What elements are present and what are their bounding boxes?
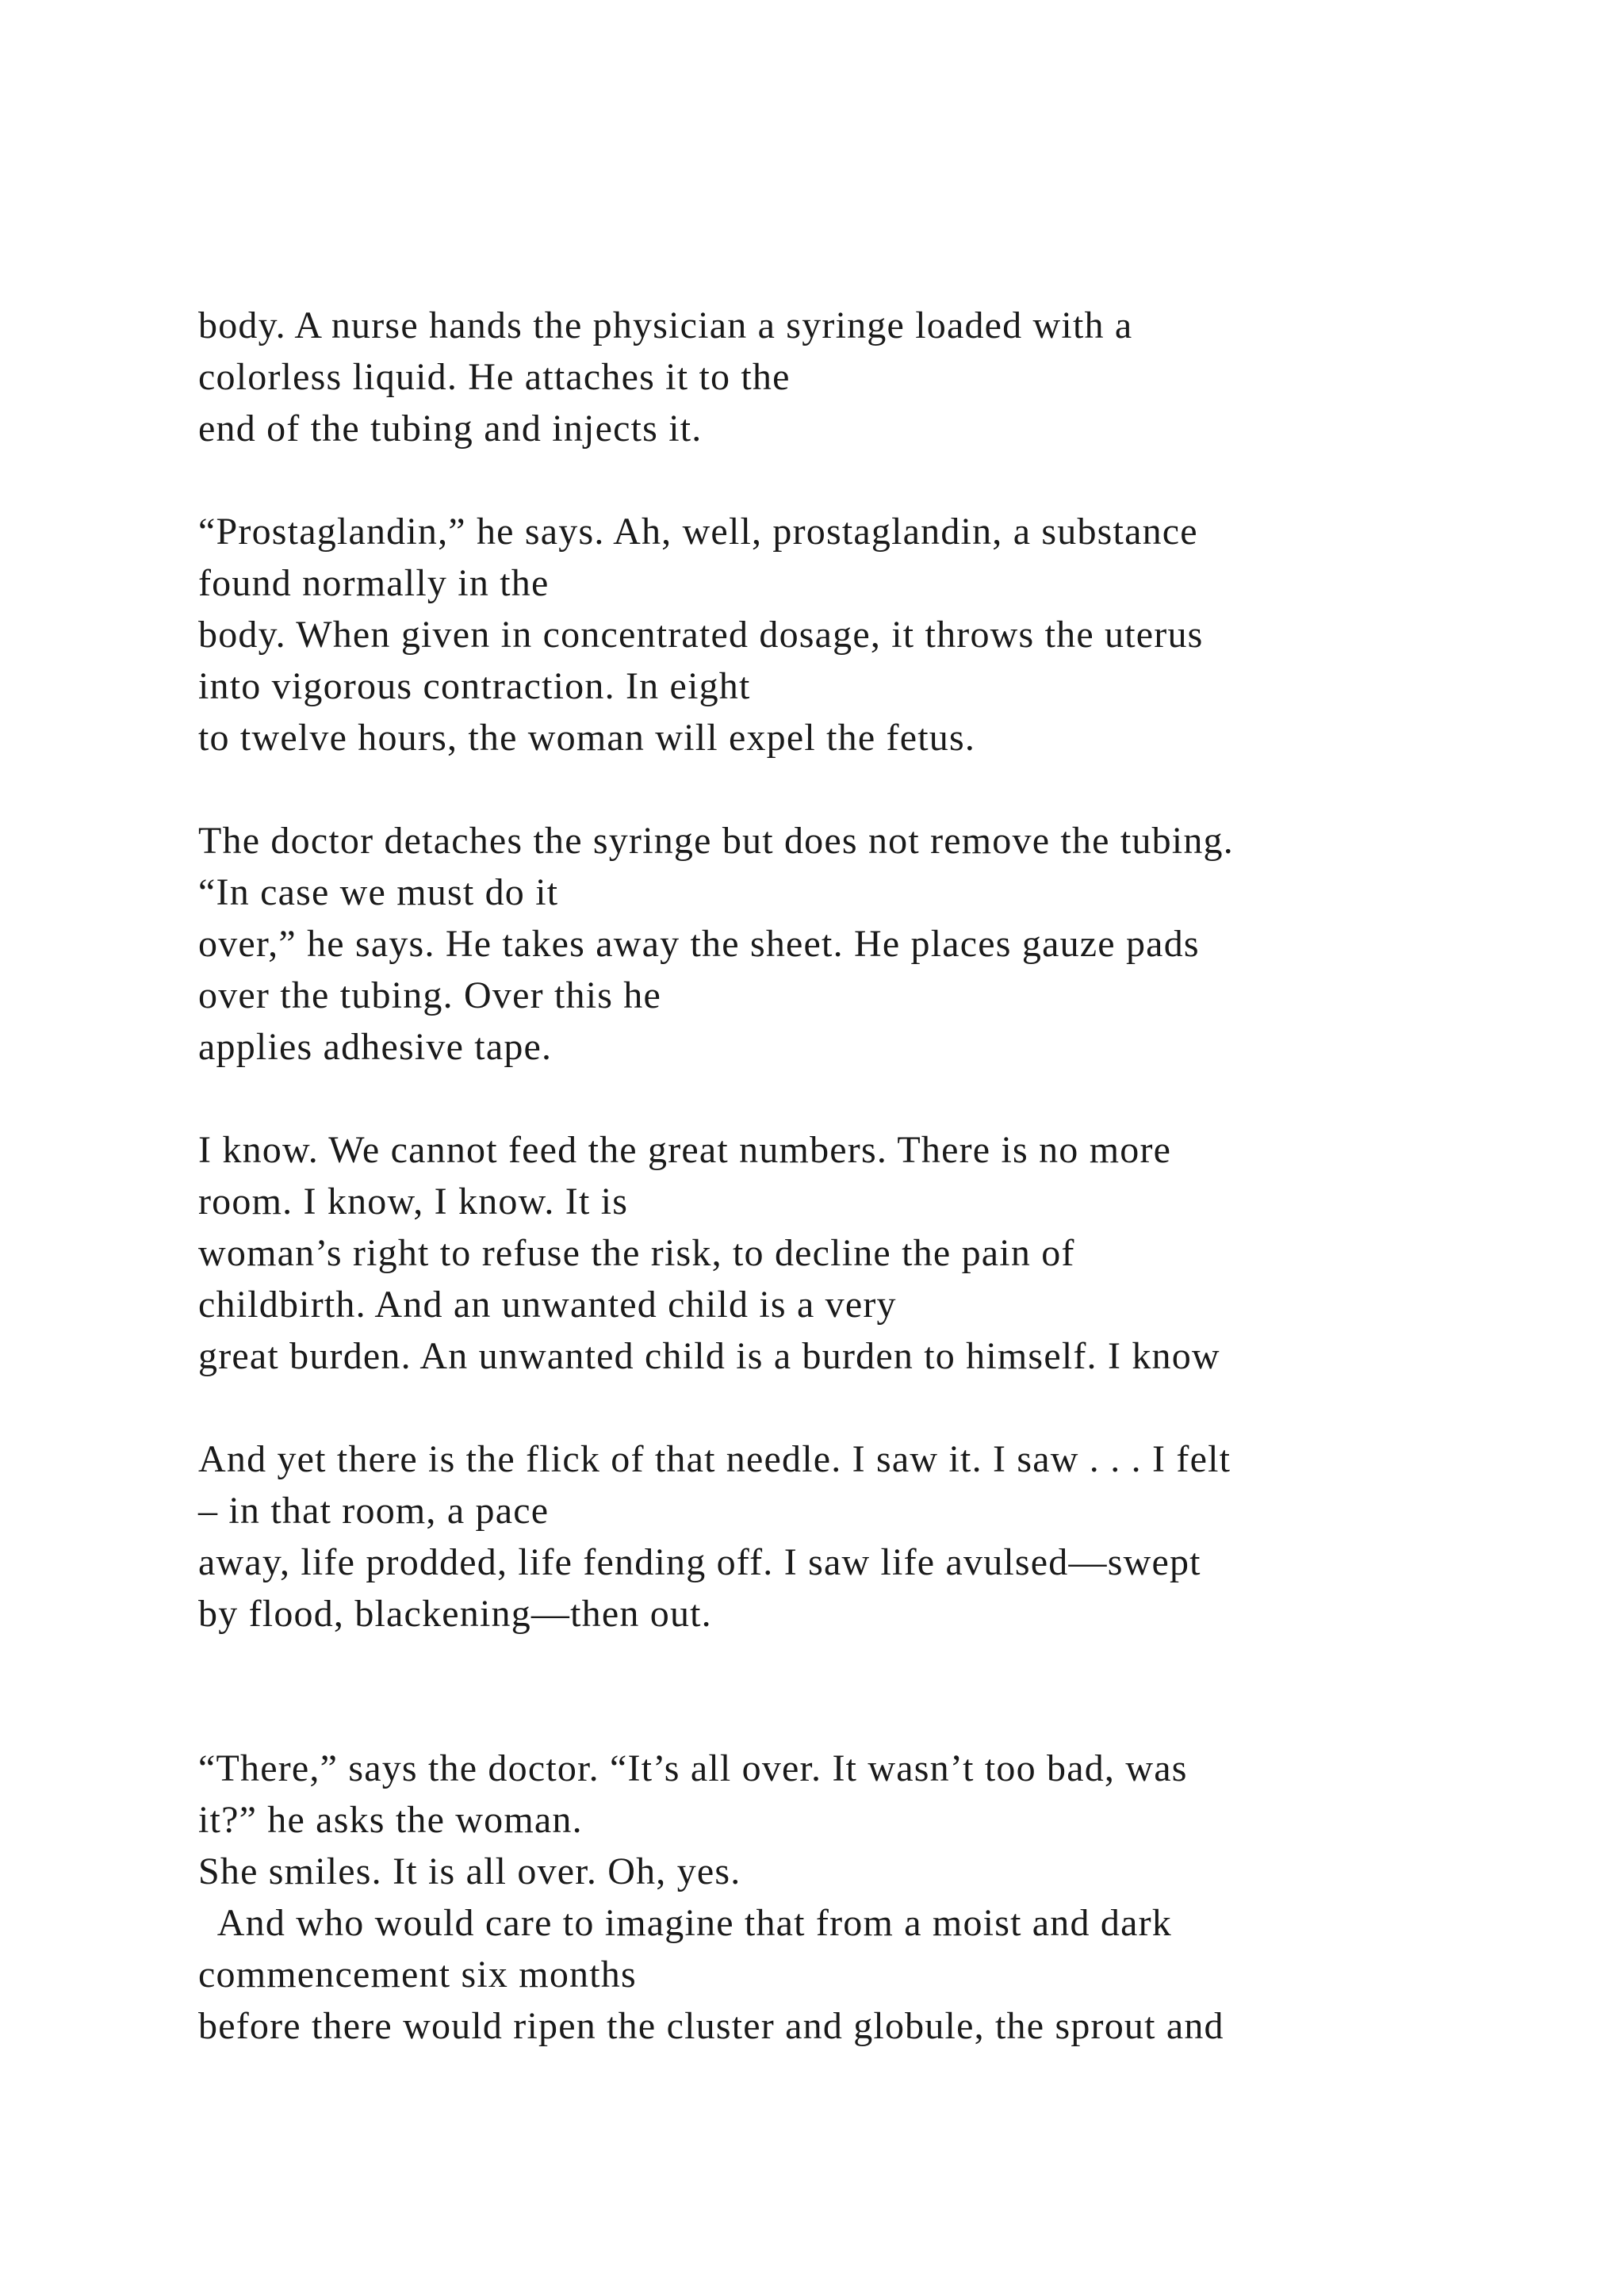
text-line: body. A nurse hands the physician a syringe loaded with a (198, 304, 1133, 346)
text-line: room. I know, I know. It is (198, 1181, 629, 1223)
text-line: I know. We cannot feed the great numbers. There is no more (198, 1129, 1172, 1171)
text-line: body. When given in concentrated dosage, it throws the uterus (198, 614, 1204, 656)
blank-line (198, 454, 1546, 506)
blank-line (198, 1640, 1546, 1691)
text-line: over,” he says. He takes away the sheet. He places gauze pads (198, 923, 1200, 965)
text-line: away, life prodded, life fending off. I saw life avulsed—swept (198, 1541, 1201, 1583)
text-line: to twelve hours, the woman will expel the fetus. (198, 717, 976, 759)
text-line: applies adhesive tape. (198, 1026, 553, 1068)
text-line: woman’s right to refuse the risk, to decline the pain of (198, 1232, 1075, 1274)
text-line: it?” he asks the woman. (198, 1799, 583, 1841)
text-line: childbirth. And an unwanted child is a very (198, 1284, 897, 1326)
text-line: great burden. An unwanted child is a burden to himself. I know (198, 1335, 1220, 1377)
text-line: And who would care to imagine that from a moist and dark (198, 1902, 1172, 1944)
blank-line (198, 1073, 1546, 1124)
text-line: by flood, blackening—then out. (198, 1593, 712, 1635)
text-line: She smiles. It is all over. Oh, yes. (198, 1850, 741, 1892)
blank-line (198, 763, 1546, 815)
text-line: The doctor detaches the syringe but does not remove the tubing. (198, 820, 1234, 862)
text-line: “In case we must do it (198, 871, 559, 913)
text-line: before there would ripen the cluster and globule, the sprout and (198, 2005, 1224, 2047)
text-line: end of the tubing and injects it. (198, 408, 703, 450)
text-line: “There,” says the doctor. “It’s all over. It wasn’t too bad, was (198, 1747, 1188, 1789)
text-line: commencement six months (198, 1954, 637, 1996)
text-line: into vigorous contraction. In eight (198, 665, 751, 707)
blank-line (198, 1691, 1546, 1743)
text-line: colorless liquid. He attaches it to the (198, 356, 791, 398)
text-line: found normally in the (198, 562, 550, 604)
text-line: – in that room, a pace (198, 1490, 550, 1532)
text-line: over the tubing. Over this he (198, 974, 662, 1016)
blank-line (198, 1382, 1546, 1433)
text-line: And yet there is the flick of that needle. I saw it. I saw . . . I felt (198, 1438, 1231, 1480)
body-text (198, 300, 1546, 2052)
text-line: “Prostaglandin,” he says. Ah, well, prostaglandin, a substance (198, 511, 1198, 553)
